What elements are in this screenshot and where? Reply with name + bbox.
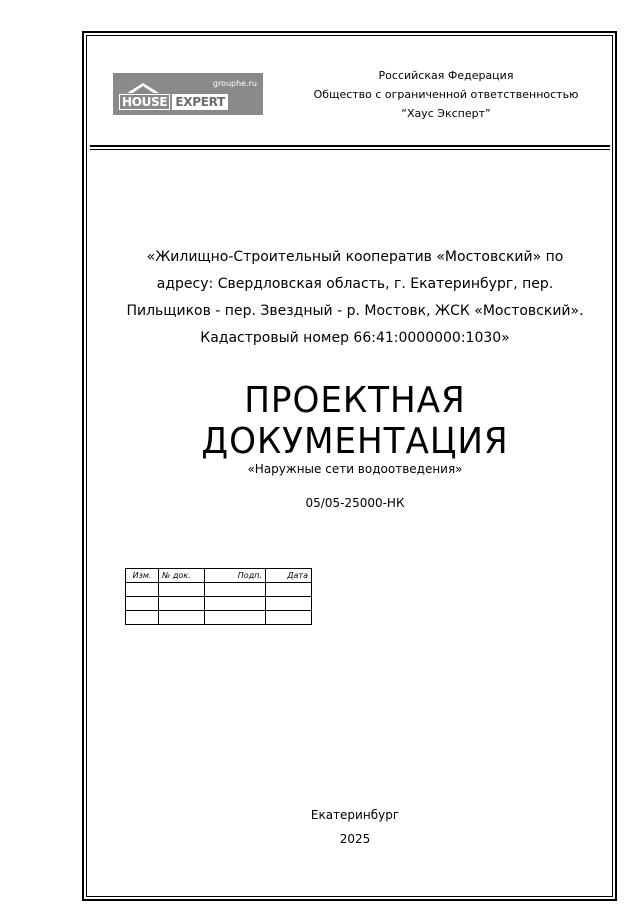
- section-name: «Наружные сети водоотведения»: [247, 462, 463, 476]
- signature-table-header: [126, 569, 312, 583]
- document-code: 05/05-25000-НК: [305, 496, 405, 510]
- table-row: [126, 583, 312, 597]
- table-row: [126, 611, 312, 625]
- header-date: Дата: [266, 569, 312, 583]
- header-divider-thin: [90, 149, 610, 150]
- project-line-3: Пильщиков - пер. Звездный - р. Мостовк, ЖСК «Мостовский».: [126, 303, 584, 319]
- header-izm: Изм.: [126, 569, 159, 583]
- table-row: [126, 597, 312, 611]
- city: Екатеринбург: [310, 808, 400, 822]
- project-line-2: адресу: Свердловская область, г. Екатеринбург, пер.: [156, 276, 554, 292]
- project-description: [100, 244, 610, 352]
- logo-brand: [119, 94, 228, 110]
- signature-table: [125, 568, 312, 625]
- organization-block: [300, 66, 592, 123]
- project-line-4: Кадастровый номер 66:41:0000000:1030»: [200, 330, 510, 346]
- logo-url: grouphe.ru: [212, 79, 257, 88]
- org-type: Общество с ограниченной ответственностью: [313, 88, 579, 101]
- project-line-1: «Жилищно-Строительный кооператив «Мостовский» по: [146, 249, 564, 265]
- logo-word-expert: EXPERT: [172, 94, 228, 110]
- header-signature: Подп.: [205, 569, 266, 583]
- header-doc-no: № док.: [159, 569, 205, 583]
- company-logo: [113, 73, 263, 115]
- org-name: “Хаус Эксперт”: [401, 107, 491, 120]
- logo-word-house: HOUSE: [119, 94, 170, 110]
- org-country: Российская Федерация: [378, 69, 514, 82]
- document-title: ПРОЕКТНАЯ ДОКУМЕНТАЦИЯ: [201, 380, 509, 462]
- year: 2025: [339, 832, 371, 846]
- header-divider: [90, 145, 610, 147]
